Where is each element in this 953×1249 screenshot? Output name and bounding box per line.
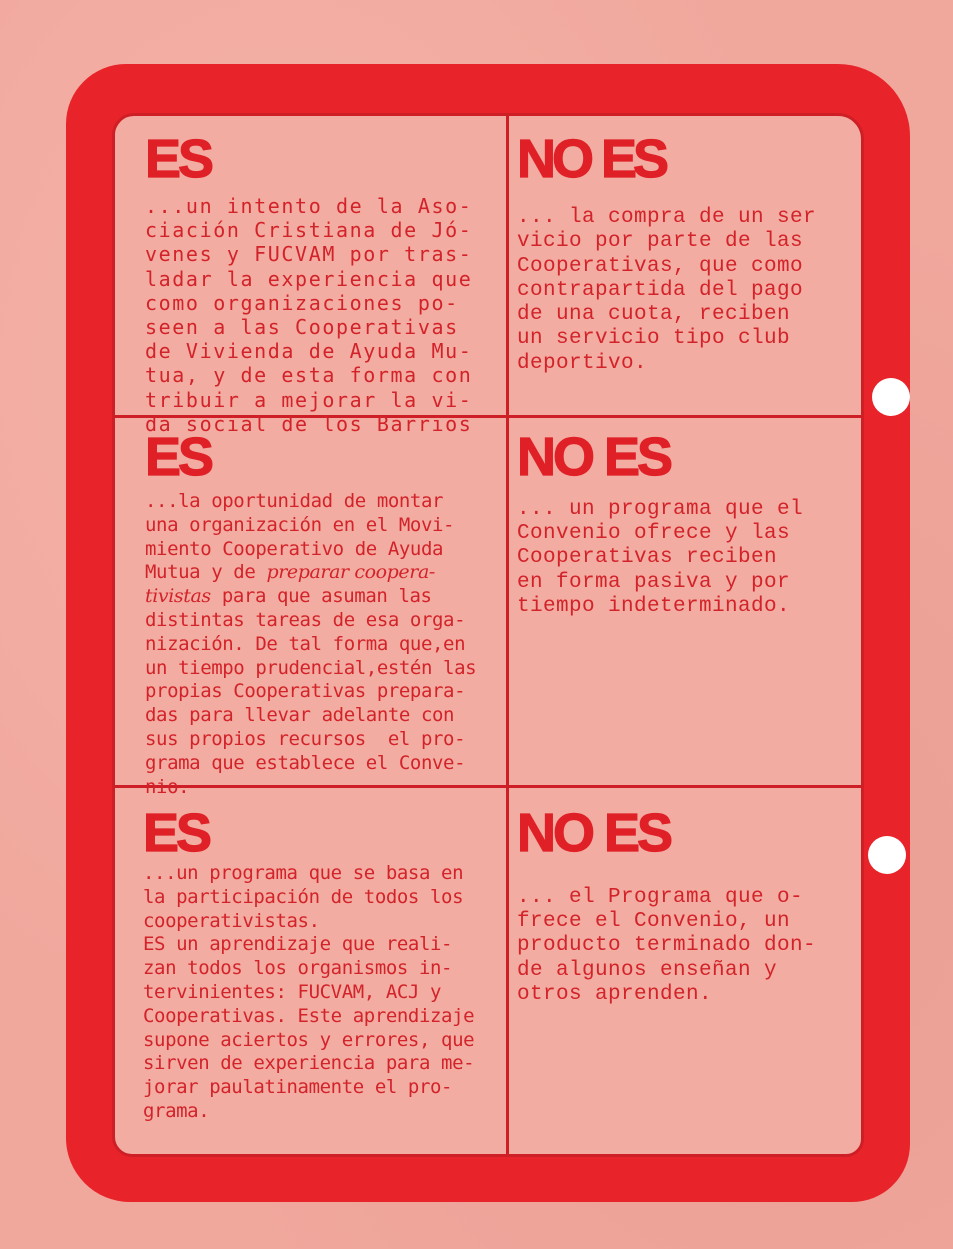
heading-no-es: NO ES bbox=[517, 129, 666, 189]
cell-es-1 bbox=[145, 129, 505, 436]
cell-no-es-2 bbox=[517, 427, 857, 785]
punch-hole-top bbox=[872, 378, 910, 416]
inner-panel bbox=[112, 113, 864, 1157]
heading-es: ES bbox=[145, 129, 212, 189]
emphasis-text: preparar coopera- tivistas bbox=[145, 561, 435, 608]
cell-no-es-3 bbox=[517, 803, 857, 1146]
heading-es: ES bbox=[143, 803, 210, 863]
cell-text: ... la compra de un ser vicio por parte de las Cooperativas, que como contrapartida del pago de una cuota, reciben un servicio tipo club deportivo. bbox=[517, 206, 817, 375]
center-divider bbox=[506, 116, 509, 1154]
cell-text: ...un programa que se basa en la participación de todos los cooperativistas. ES un aprendizaje que reali- zan todos los organismos in- tervinientes: FUCVAM, ACJ y Cooperativas. Este aprendizaje supone aciertos y errores, que sirven de experiencia para me- jorar paulatinamente el pro- grama. bbox=[143, 862, 475, 1122]
text-part: ...la oportunidad de montar una organización en el Movi- miento Cooperativo de Ayuda Mutua y de bbox=[145, 490, 455, 584]
heading-no-es: NO ES bbox=[517, 427, 671, 487]
text-part: para que asuman las distintas tareas de esa orga- nización. De tal forma que,en un tiempo prudencial,estén las propias Cooperativas prepara- das para llevar adelante con sus propios recursos el pro- grama que establece el Conve- nio. bbox=[145, 585, 477, 798]
cell-es-2 bbox=[145, 427, 505, 798]
punch-hole-bottom bbox=[868, 836, 906, 874]
heading-no-es: NO ES bbox=[517, 803, 671, 863]
cell-es-3 bbox=[143, 803, 505, 1146]
cell-text: ... el Programa que o- frece el Convenio, un producto terminado don- de algunos enseñan y otros aprenden. bbox=[517, 886, 817, 1006]
cell-text: ... un programa que el Convenio ofrece y las Cooperativas reciben en forma pasiva y por tiempo indeterminado. bbox=[517, 498, 804, 618]
heading-es: ES bbox=[145, 427, 212, 487]
cell-text: ...un intento de la Aso- ciación Cristiana de Jó- venes y FUCVAM por tras- ladar la experiencia que como organizaciones po- seen a las Cooperativas de Vivienda de Ayuda Mu- tua, y de esta forma con tribuir a mejorar la vi- da social de los Barrios bbox=[145, 194, 473, 436]
cell-text bbox=[145, 490, 505, 799]
cell-no-es-1 bbox=[517, 129, 857, 415]
